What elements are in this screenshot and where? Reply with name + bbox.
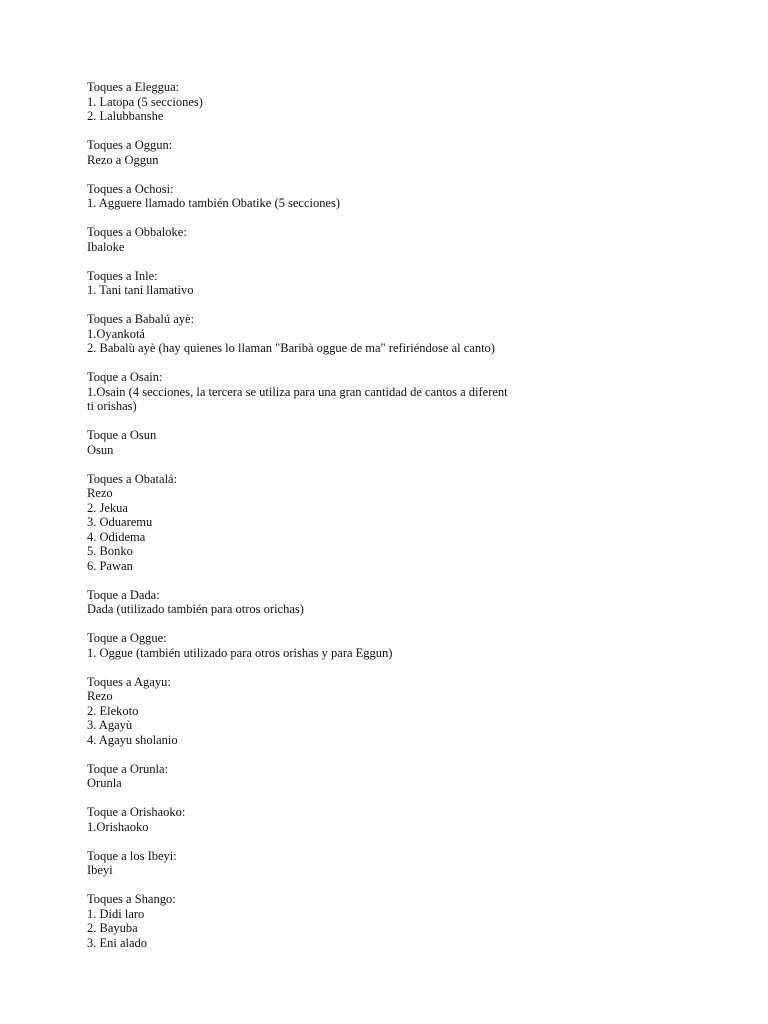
- section-heading: Toque a Orishaoko:: [87, 805, 186, 819]
- section-item: 1.Orishaoko: [87, 819, 149, 834]
- section-heading: Toques a Obbaloke:: [87, 225, 187, 239]
- section-item: Rezo: [87, 486, 113, 500]
- toque-section: [87, 312, 517, 356]
- section-heading: Toques a Agayu:: [87, 674, 171, 689]
- section-item: Orunla: [87, 776, 122, 790]
- toque-section: [87, 631, 517, 660]
- section-item: Dada (utilizado también para otros orichas): [87, 602, 304, 616]
- toque-section: [87, 138, 517, 167]
- section-heading: Toques a Shango:: [87, 892, 176, 906]
- toque-section: [87, 675, 517, 748]
- section-heading: Toques a Obatalá:: [87, 471, 178, 486]
- section-heading: Toques a Oggun:: [87, 138, 173, 152]
- section-item: 2. Elekoto: [87, 703, 139, 718]
- section-item: Rezo: [87, 689, 113, 703]
- section-heading: Toques a Ochosi:: [87, 181, 174, 196]
- section-item: 1. Agguere llamado también Obatike (5 secciones): [87, 196, 341, 210]
- section-item: Rezo a Oggun: [87, 152, 159, 167]
- section-heading: Toque a los Ibeyi:: [87, 848, 177, 863]
- toque-section: [87, 892, 517, 950]
- section-item: 2. Bayuba: [87, 921, 138, 935]
- section-item: 1.Oyankotá: [87, 326, 145, 341]
- section-heading: Toque a Orunla:: [87, 761, 169, 776]
- section-item: 1.Osain (4 secciones, la tercera se utiliza para una gran cantidad de cantos a diferent: [87, 384, 508, 399]
- section-heading: Toques a Eleggua:: [87, 80, 180, 94]
- toque-section: [87, 805, 517, 834]
- section-heading: Toques a Inle:: [87, 268, 158, 283]
- section-item: Osun: [87, 442, 114, 457]
- section-item: 3. Eni alado: [87, 935, 148, 950]
- toque-section: [87, 80, 517, 124]
- section-heading: Toque a Oggue:: [87, 631, 167, 645]
- section-item: Ibeyi: [87, 863, 113, 877]
- section-item: 2. Babalù ayè (hay quienes lo llaman "Baribà oggue de ma" refiriéndose al canto): [87, 341, 495, 355]
- section-item: 3. Agayù: [87, 718, 133, 732]
- section-heading: Toque a Dada:: [87, 587, 160, 602]
- section-item: 1. Tani tani llamativo: [87, 283, 194, 297]
- section-item: 2. Lalubbanshe: [87, 109, 164, 123]
- section-item: 5. Bonko: [87, 544, 133, 558]
- section-item: 6. Pawan: [87, 558, 133, 573]
- section-item: 3. Oduaremu: [87, 515, 153, 529]
- section-item: Ibaloke: [87, 239, 125, 254]
- section-item: 1. Didi laro: [87, 906, 145, 921]
- toque-section: [87, 428, 517, 457]
- section-item: 4. Odidema: [87, 529, 146, 544]
- toque-section: [87, 472, 517, 574]
- toque-section: [87, 849, 517, 878]
- section-item: ti orishas): [87, 399, 137, 413]
- section-item: 4. Agayu sholanio: [87, 732, 178, 747]
- section-heading: Toque a Osun: [87, 428, 157, 442]
- toque-section: [87, 588, 517, 617]
- toque-section: [87, 225, 517, 254]
- toque-section: [87, 370, 517, 414]
- toque-section: [87, 182, 517, 211]
- toque-section: [87, 269, 517, 298]
- document-body: [87, 80, 517, 965]
- section-item: 2. Jekua: [87, 500, 128, 515]
- section-heading: Toques a Babalú ayè:: [87, 312, 195, 326]
- section-heading: Toque a Osain:: [87, 370, 163, 384]
- toque-section: [87, 762, 517, 791]
- section-item: 1. Latopa (5 secciones): [87, 94, 203, 109]
- section-item: 1. Oggue (también utilizado para otros orishas y para Eggun): [87, 645, 393, 660]
